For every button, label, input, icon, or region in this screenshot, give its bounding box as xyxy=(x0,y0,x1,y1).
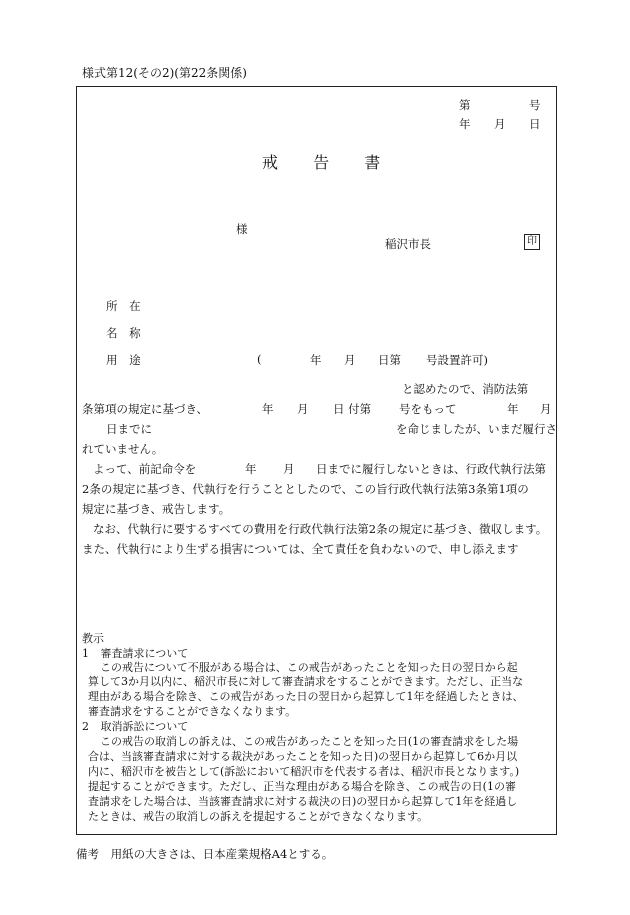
name-label: 名 称 xyxy=(106,326,141,340)
notice-section-2-line: 査請求をした場合は、当該審査請求に対する裁決の日)の翌日から起算して1年を経過し xyxy=(88,795,518,808)
notice-section-2-line: たときは、戒告の取消しの訴えを提起することができなくなります。 xyxy=(88,810,429,823)
body-line-2d: 日 付第 xyxy=(333,402,372,416)
form-label: 様式第12(その2)(第22条関係) xyxy=(82,66,247,80)
permit-tail: 号設置許可) xyxy=(426,353,488,367)
title-char-2: 告 xyxy=(313,153,330,172)
page-title xyxy=(262,150,380,173)
notice-section-2-line: 合は、当該審査請求に対する裁決があったことを知った日)の翌日から起算して6か月以 xyxy=(88,750,518,763)
number-suffix: 号 xyxy=(529,98,541,112)
body-line-2f: 年 xyxy=(507,402,519,416)
body-line-1: と認めたので、消防法第 xyxy=(402,382,529,396)
body-line-7: 規定に基づき、戒告します。 xyxy=(82,502,231,516)
notice-section-2-line: この戒告の取消しの訴えは、この戒告があったことを知った日(1の審査請求をした場 xyxy=(100,735,519,748)
use-label: 用 途 xyxy=(106,353,141,367)
body-line-2a: 条第項の規定に基づき、 xyxy=(82,402,209,416)
body-line-5d: 日までに履行しないときは、行政代執行法第 xyxy=(316,462,546,476)
permit-open: ( xyxy=(257,352,262,366)
notice-section-1-line: この戒告について不服がある場合は、この戒告があったことを知った日の翌日から起 xyxy=(100,661,518,674)
body-line-5c: 月 xyxy=(283,462,295,476)
body-line-3a: 日までに xyxy=(106,422,152,436)
notice-section-1-title: 1 審査請求について xyxy=(82,647,189,660)
body-line-5a: よって、前記命令を xyxy=(93,462,197,476)
body-line-2e: 号をもって xyxy=(399,402,457,416)
notice-section-1-line: 算して3か月以内に、稲沢市長に対して審査請求をすることができます。ただし、正当な xyxy=(88,675,524,688)
permit-day-number: 日第 xyxy=(378,353,401,367)
notice-heading: 教示 xyxy=(82,632,104,645)
addressee-suffix: 様 xyxy=(236,222,248,236)
title-char-3: 書 xyxy=(364,153,381,172)
notice-section-2-title: 2 取消訴訟について xyxy=(82,720,189,733)
notice-section-1-line: 理由がある場合を除き、この戒告があった日の翌日から起算して1年を経過したときは、 xyxy=(88,690,524,703)
body-line-2b: 年 xyxy=(262,402,274,416)
body-line-8: なお、代執行に要するすべての費用を行政代執行法第2条の規定に基づき、徴収します。 xyxy=(93,522,548,536)
body-line-2c: 月 xyxy=(297,402,309,416)
notice-section-2-line: 内に、稲沢市を被告として(訴訟において稲沢市を代表する者は、稲沢市長となります。) xyxy=(88,765,520,778)
number-prefix: 第 xyxy=(459,98,471,112)
date-day: 日 xyxy=(529,117,541,131)
permit-month: 月 xyxy=(344,353,356,367)
body-line-6: 2条の規定に基づき、代執行を行うこととしたので、この旨行政代執行法第3条第1項の xyxy=(82,482,529,496)
date-year: 年 xyxy=(459,117,471,131)
body-line-4: れていません。 xyxy=(82,442,164,456)
body-line-5b: 年 xyxy=(245,462,257,476)
remark: 備考 用紙の大きさは、日本産業規格A4とする。 xyxy=(76,847,334,861)
date-month: 月 xyxy=(494,117,506,131)
notice-section-2-line: 提起することができます。ただし、正当な理由がある場合を除き、この戒告の日(1の審 xyxy=(88,780,516,793)
issuer: 稲沢市長 xyxy=(385,237,431,251)
permit-year: 年 xyxy=(310,353,322,367)
notice-section-1-line: 審査請求をすることができなくなります。 xyxy=(88,705,297,718)
title-char-1: 戒 xyxy=(262,153,279,172)
body-line-2g: 月 xyxy=(540,402,552,416)
body-line-3b: を命じましたが、いまだ履行さ xyxy=(396,422,557,436)
seal-mark: 印 xyxy=(524,234,540,250)
body-line-9: また、代執行により生ずる損害については、全て責任を負わないので、申し添えます xyxy=(82,542,519,556)
location-label: 所 在 xyxy=(106,299,141,313)
